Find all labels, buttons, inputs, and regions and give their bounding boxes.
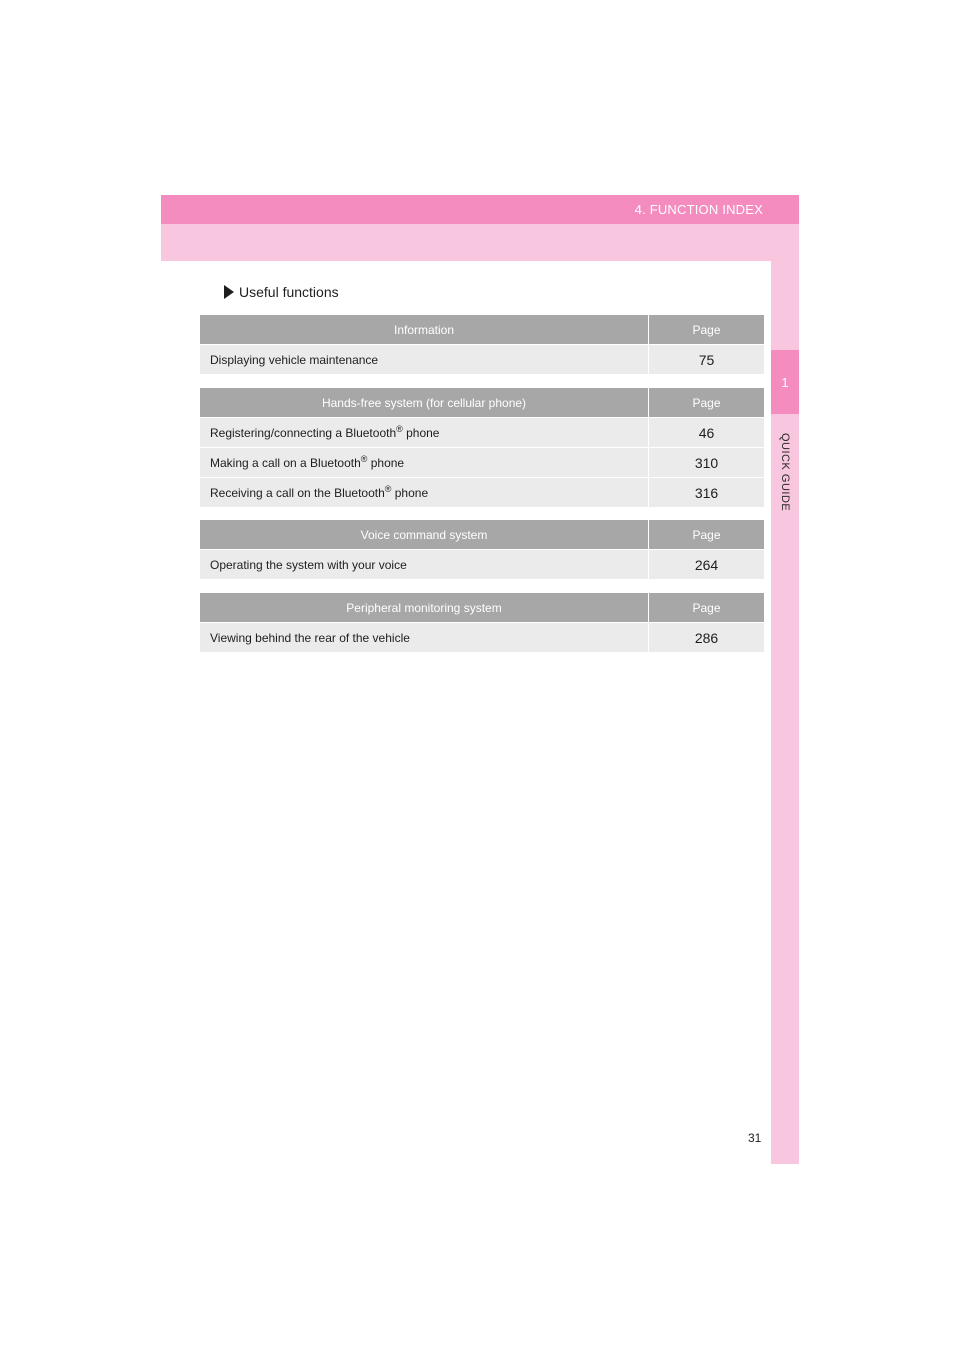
voice-command-table (200, 520, 764, 580)
triangle-bullet-icon (224, 285, 234, 299)
row-page: 310 (649, 448, 765, 478)
registered-mark: ® (396, 423, 403, 434)
chapter-label-text: QUICK GUIDE (779, 432, 791, 512)
row-text-main: Registering/connecting a Bluetooth (210, 425, 397, 440)
row-text (200, 448, 649, 478)
table-header-item: Voice command system (200, 520, 649, 550)
row-text-tail: phone (402, 425, 440, 440)
table-row (200, 448, 764, 478)
table-row (200, 550, 764, 580)
row-text-main: Receiving a call on the Bluetooth (210, 485, 385, 500)
row-page: 286 (649, 623, 765, 653)
table-header-row (200, 315, 764, 345)
row-text: Viewing behind the rear of the vehicle (200, 623, 649, 653)
table-row (200, 478, 764, 508)
table-header-page: Page (649, 315, 765, 345)
hands-free-table (200, 388, 764, 508)
row-text (200, 478, 649, 508)
row-page: 75 (649, 345, 765, 375)
chapter-number: 1 (781, 374, 789, 390)
row-page: 46 (649, 418, 765, 448)
header-title: 4. FUNCTION INDEX (634, 202, 763, 217)
row-text: Displaying vehicle maintenance (200, 345, 649, 375)
table-row (200, 345, 764, 375)
registered-mark: ® (360, 453, 368, 464)
header-band (161, 195, 799, 224)
row-page: 316 (649, 478, 765, 508)
table-header-row (200, 593, 764, 623)
row-text (200, 418, 649, 448)
row-text-tail: phone (391, 485, 429, 500)
table-row (200, 623, 764, 653)
table-row (200, 418, 764, 448)
section-heading (224, 284, 339, 300)
chapter-label (771, 422, 799, 522)
table-header-row (200, 520, 764, 550)
information-table (200, 315, 764, 375)
registered-mark: ® (384, 483, 392, 494)
table-header-item: Peripheral monitoring system (200, 593, 649, 623)
row-text-tail: phone (367, 455, 405, 470)
chapter-tab (771, 350, 799, 414)
header-sub-band (161, 224, 799, 261)
table-header-row (200, 388, 764, 418)
table-header-page: Page (649, 520, 765, 550)
page-number: 31 (748, 1131, 762, 1145)
table-header-item: Hands-free system (for cellular phone) (200, 388, 649, 418)
row-text-main: Making a call on a Bluetooth (210, 455, 361, 470)
table-header-page: Page (649, 593, 765, 623)
table-header-page: Page (649, 388, 765, 418)
peripheral-monitoring-table (200, 593, 764, 653)
row-page: 264 (649, 550, 765, 580)
section-title: Useful functions (239, 284, 339, 300)
table-header-item: Information (200, 315, 649, 345)
row-text: Operating the system with your voice (200, 550, 649, 580)
